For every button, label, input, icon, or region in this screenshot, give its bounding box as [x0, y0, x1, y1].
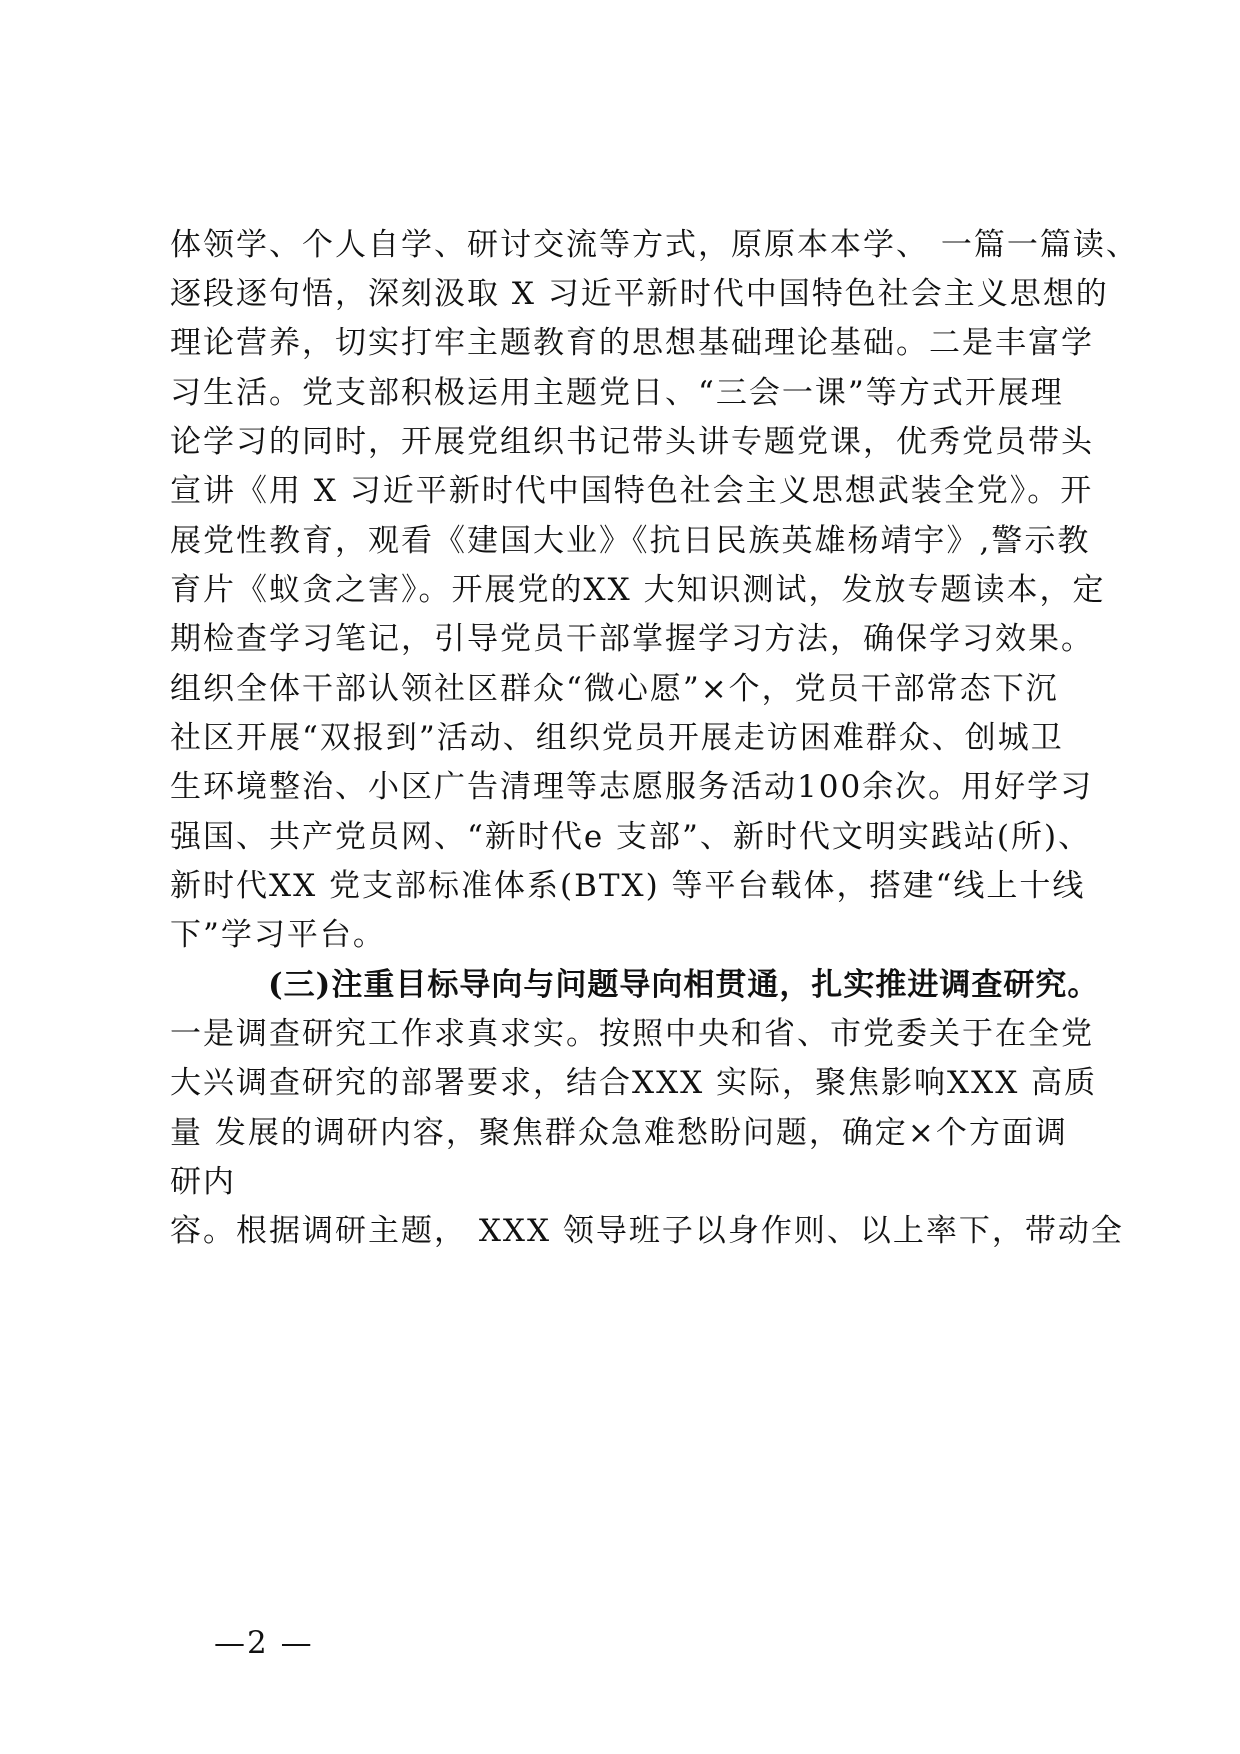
- paragraph-line: 展党性教育，观看《建国大业》《抗日民族英雄杨靖宇》,警示教: [170, 523, 1091, 559]
- paragraph-line: 论学习的同时，开展党组织书记带头讲专题党课，优秀党员带头: [170, 424, 1094, 460]
- paragraph-line: 大兴调查研究的部署要求，结合XXX 实际，聚焦影响XXX 高质: [170, 1065, 1098, 1101]
- paragraph-line: 习生活。党支部积极运用主题党日、“三会一课”等方式开展理: [170, 375, 1064, 411]
- paragraph-line: 理论营养，切实打牢主题教育的思想基础理论基础。二是丰富学: [170, 325, 1094, 361]
- paragraph-line: 下”学习平台。: [170, 917, 386, 953]
- paragraph-line: 体领学、个人自学、研讨交流等方式，原原本本学、 一篇一篇读、: [170, 227, 1139, 263]
- paragraph-line: 宣讲《用 X 习近平新时代中国特色社会主义思想武装全党》。开: [170, 473, 1094, 509]
- paragraph-line: 新时代XX 党支部标准体系(BTX) 等平台载体，搭建“线上十线: [170, 868, 1086, 904]
- paragraph-line: 强国、共产党员网、“新时代e 支部”、新时代文明实践站(所)、: [170, 819, 1092, 855]
- paragraph-line: 育片《蚁贪之害》。开展党的XX 大知识测试，发放专题读本，定: [170, 572, 1106, 608]
- page-number: —2 —: [214, 1625, 314, 1661]
- paragraph-line: 组织全体干部认领社区群众“微心愿”×个，党员干部常态下沉: [170, 671, 1059, 707]
- paragraph-line: 社区开展“双报到”活动、组织党员开展走访困难群众、创城卫: [170, 720, 1064, 756]
- paragraph-line: 容。根据调研主题， XXX 领导班子以身作则、以上率下，带动全: [170, 1213, 1124, 1249]
- paragraph-line: 一是调查研究工作求真求实。按照中央和省、市党委关于在全党: [170, 1016, 1094, 1052]
- paragraph-line: 量 发展的调研内容，聚焦群众急难愁盼问题，确定×个方面调: [170, 1115, 1068, 1151]
- paragraph-line: 期检查学习笔记，引导党员干部掌握学习方法，确保学习效果。: [170, 621, 1094, 657]
- section-heading: (三)注重目标导向与问题导向相贯通，扎实推进调查研究。: [268, 967, 1100, 1003]
- paragraph-line: 研内: [170, 1164, 236, 1200]
- paragraph-line: 生环境整治、小区广告清理等志愿服务活动100余次。用好学习: [170, 769, 1094, 805]
- paragraph-line: 逐段逐句悟，深刻汲取 X 习近平新时代中国特色社会主义思想的: [170, 276, 1109, 312]
